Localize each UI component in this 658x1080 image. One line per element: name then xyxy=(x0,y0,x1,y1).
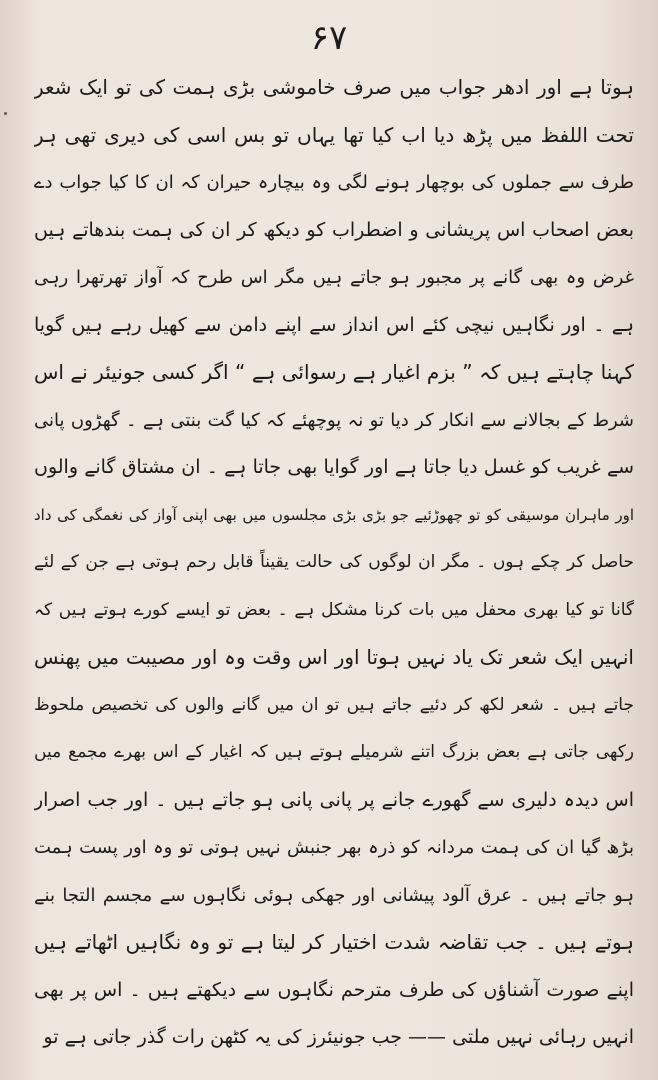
text-line: اپنے صورت آشناؤں کی طرف مترحم نگاہوں سے دیکھتے ہیں ۔ اس پر بھی xyxy=(34,978,634,1001)
text-line: گانا تو کیا بھری محفل میں بات کرنا مشکل ہے ۔ بعض تو ایسے کورے ہوتے ہیں کہ xyxy=(34,599,634,620)
text-line: شرط کے بجالانے سے انکار کر دیا تو نہ پوچھئے کہ کیا گت بنتی ہے ۔ گھڑوں پانی xyxy=(34,409,634,431)
text-line: کہنا چاہتے ہیں کہ ” بزم اغیار ہے رسوائی ہے “ اگر کسی جونیئر نے اس xyxy=(34,360,634,384)
text-line: سے غریب کو غسل دیا جاتا ہے اور گوایا بھی جاتا ہے ۔ ان مشتاق گانے والوں xyxy=(34,456,634,478)
text-line: جاتے ہیں ۔ شعر لکھ کر دئیے جاتے ہیں تو ان میں گانے والوں کی تخصیص ملحوظ xyxy=(34,694,634,715)
text-line: ہے ۔ اور نگاہیں نیچی کئے اس انداز سے اپنے دامن سے کھیل رہے ہیں گویا xyxy=(34,313,634,336)
text-line: ہوتا ہے اور ادھر جواب میں صرف خاموشی بڑی ہمت کی تو ایک شعر xyxy=(34,75,634,99)
text-line: رکھی جاتی ہے بعض بزرگ اتنے شرمیلے ہوتے ہیں کہ اغیار کے اس بھرے مجمع میں xyxy=(34,742,634,762)
text-line: حاصل کر چکے ہوں ۔ مگر ان لوگوں کی حالت یقیناً قابل رحم ہوتی ہے جن کے لئے xyxy=(34,552,634,572)
text-line: ہو جاتے ہیں ۔ عرق آلود پیشانی اور جھکی ہوئی نگاہوں سے مجسم التجا بنے xyxy=(34,884,634,906)
text-line: اور ماہران موسیقی کو تو چھوڑئیے جو بڑی بڑی مجلسوں میں بھی اپنی آواز کی نغمگی کی داد xyxy=(34,505,634,524)
text-line: ہوتے ہیں ۔ جب تقاضہ شدت اختیار کر لیتا ہے تو وہ نگاہیں اٹھاتے ہیں xyxy=(34,930,634,954)
page-text xyxy=(34,64,634,1064)
text-line: تحت اللفظ میں پڑھ دیا اب کیا تھا یہاں تو بس اسی کی دیری تھی ہر xyxy=(34,122,634,147)
page-number: ۶۷ xyxy=(310,18,348,58)
text-line: طرف سے جملوں کی بوچھار ہونے لگی وہ بیچارہ حیران کہ ان کا کیا جواب دے xyxy=(34,172,634,193)
text-line: بڑھ گیا ان کی ہمت مردانہ کو ذرہ بھر جنبش نہیں ہوتی تو وہ اور پست ہمت xyxy=(34,837,634,858)
text-line: انہیں رہائی نہیں ملتی —— جب جونیئرز کی یہ کٹھن رات گذر جاتی ہے تو xyxy=(43,1026,634,1048)
text-line: غرض وہ بھی گانے پر مجبور ہو جاتے ہیں مگر اس طرح کہ آواز تھرتھرا رہی xyxy=(34,267,634,288)
margin-speck xyxy=(4,112,7,115)
text-line: اس دیدہ دلیری سے گھورے جانے پر پانی پانی ہو جاتے ہیں ۔ اور جب اصرار xyxy=(34,788,634,811)
text-line: بعض اصحاب اس پریشانی و اضطراب کو دیکھ کر ان کی ہمت بندھاتے ہیں xyxy=(34,218,634,241)
text-line: انہیں ایک شعر تک یاد نہیں ہوتا اور اس وقت وہ اور مصیبت میں پھنس xyxy=(34,645,634,669)
